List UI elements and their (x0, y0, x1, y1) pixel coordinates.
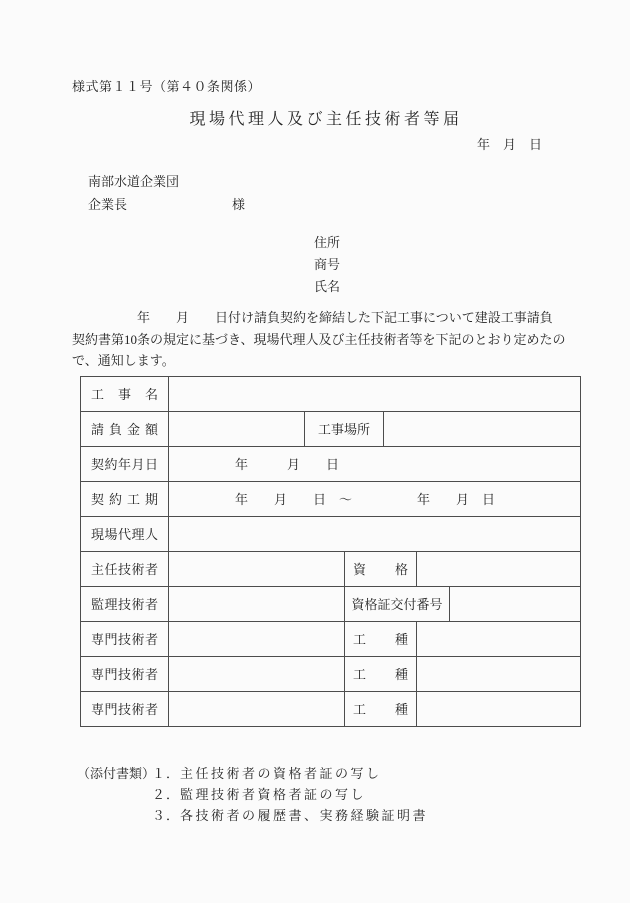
table-row-contract-date (81, 446, 581, 481)
table-row-specialist-engineer (81, 621, 581, 656)
table-row-contract-amount (81, 411, 581, 446)
field-qualification (417, 551, 581, 586)
addressee-organization: 南部水道企業団 (88, 174, 180, 189)
body-line: 年 月 日付け請負契約を締結した下記工事について建設工事請負 (72, 310, 553, 325)
label-specialist-engineer: 専門技術者 (91, 632, 158, 647)
works-table (80, 376, 581, 727)
field-specialist-engineer-name (169, 621, 345, 656)
label-qualification: 資格 (353, 562, 408, 577)
attachment-row (77, 784, 580, 805)
field-work-type (417, 621, 581, 656)
label-work-location: 工事場所 (305, 411, 384, 446)
label-chief-engineer: 主任技術者 (91, 562, 158, 577)
field-specialist-engineer-name (169, 656, 345, 691)
attachment-text: 主任技術者の資格者証の写し (180, 765, 382, 781)
body-line: 契約書第10条の規定に基づき、現場代理人及び主任技術者等を下記のとおり定めたの (72, 331, 566, 347)
sender-block (314, 232, 580, 298)
attachment-text: 監理技術者資格者証の写し (180, 786, 367, 802)
field-supervising-engineer-name (169, 586, 345, 621)
attachment-number: ２． (152, 786, 181, 802)
form-number: 様式第１１号（第４０条関係） (72, 79, 262, 94)
attachment-number: １． (152, 765, 181, 781)
label-supervising-engineer: 監理技術者 (91, 597, 158, 612)
field-certificate-number (450, 586, 581, 621)
field-chief-engineer-name (169, 551, 345, 586)
attachment-text: 各技術者の履歴書、実務経験証明書 (180, 807, 429, 823)
label-contract-date: 契約年月日 (91, 457, 158, 472)
label-contract-amount: 請負金額 (91, 422, 158, 437)
attachments-block (77, 763, 580, 826)
label-contract-period: 契約工期 (91, 492, 158, 507)
label-specialist-engineer: 専門技術者 (91, 702, 158, 717)
addressee-role-line (88, 193, 580, 216)
body-line: で、通知します。 (72, 353, 175, 368)
attachment-row (77, 805, 580, 826)
sender-trade-name-label: 商号 (314, 257, 341, 272)
body-paragraph (72, 307, 580, 372)
date-line: 年 月 日 (476, 137, 542, 152)
field-work-location (384, 411, 581, 446)
label-work-type: 工種 (353, 702, 408, 717)
addressee-honorific: 様 (232, 197, 246, 212)
attachment-row (77, 763, 580, 784)
attachments-label: （添付書類） (77, 765, 156, 781)
attachment-number: ３． (152, 807, 181, 823)
table-row-contract-period (81, 481, 581, 516)
sender-address-label: 住所 (314, 235, 341, 250)
label-site-agent: 現場代理人 (91, 527, 158, 542)
table-row-specialist-engineer (81, 691, 581, 726)
table-row-supervising-engineer (81, 586, 581, 621)
table-row-site-agent (81, 516, 581, 551)
field-contract-amount (169, 411, 305, 446)
addressee-role: 企業長 (88, 197, 128, 212)
field-contract-period: 年 月 日 ～ 年 月 日 (169, 481, 581, 516)
label-work-type: 工種 (353, 632, 408, 647)
field-specialist-engineer-name (169, 691, 345, 726)
field-contract-date: 年 月 日 (169, 446, 581, 481)
field-work-type (417, 656, 581, 691)
field-project-name (169, 376, 581, 411)
table-row-chief-engineer (81, 551, 581, 586)
form-title: 現場代理人及び主任技術者等届 (189, 111, 463, 128)
label-specialist-engineer: 専門技術者 (91, 667, 158, 682)
label-certificate-number: 資格証交付番号 (345, 586, 450, 621)
table-row-specialist-engineer (81, 656, 581, 691)
field-work-type (417, 691, 581, 726)
label-project-name: 工事名 (91, 387, 158, 402)
table-row-project-name (81, 376, 581, 411)
addressee-block (88, 170, 580, 216)
field-site-agent (169, 516, 581, 551)
label-work-type: 工種 (353, 667, 408, 682)
sender-name-label: 氏名 (314, 279, 341, 294)
